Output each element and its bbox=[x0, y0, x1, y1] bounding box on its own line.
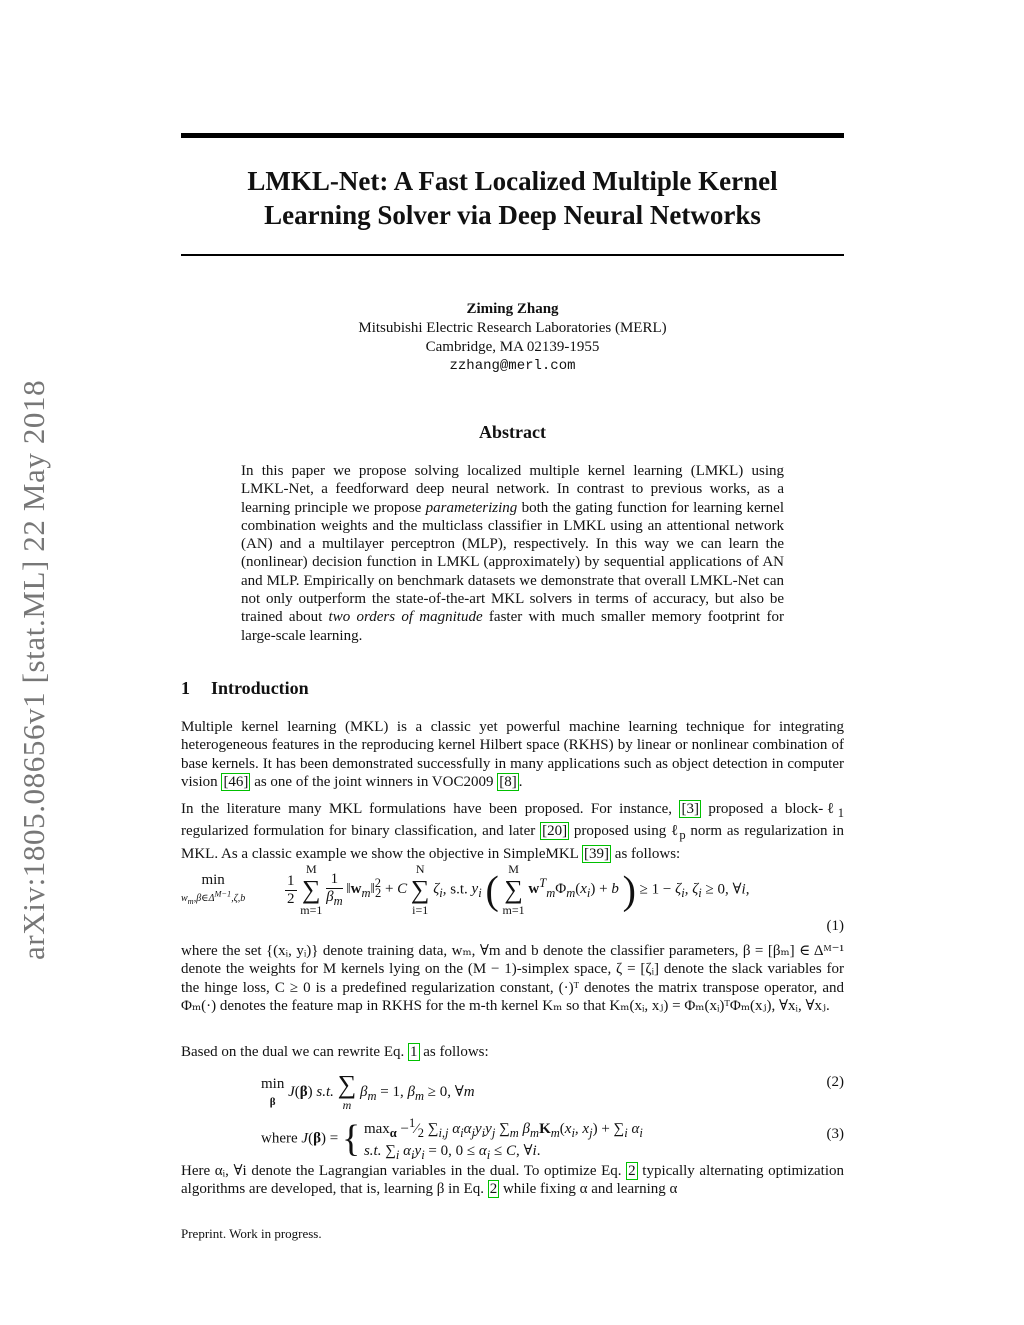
p1-text-b: as one of the joint winners in VOC2009 bbox=[250, 773, 498, 790]
title-bottom-rule bbox=[181, 254, 844, 256]
citation-8[interactable]: [8] bbox=[499, 773, 517, 790]
intro-paragraph-5 bbox=[181, 1162, 844, 1199]
p2-sub-p: p bbox=[679, 828, 686, 843]
p2-sub-1: 1 bbox=[837, 806, 844, 820]
eq2-number: (2) bbox=[826, 1074, 844, 1090]
abstract-text-2: both the gating function for learning kernel combination weights and the multiclass classifier in LMKL using an attentional network (AN) and a multilayer perceptron (MLP), respectively. In this way we can learn the (nonlinear) decision function in LMKL (approximately) by sequential applications of AN and MLP. Empirically on benchmark datasets we demonstrate that overall LMKL-Net can not only outperform the state-of-the-art MKL solvers in terms of accuracy, but also be trained about bbox=[241, 499, 784, 626]
eq1-body: $\frac{1}{2}$ M ∑ m=1 $\frac{1}{\beta_m}$ $‖w_m‖^2_2 + C$ N ∑ i=1 $\zeta_i$, s.t. $y_i$ ( M ∑ m=1 $w^T_m\Phi_m(x_i) + b$ ) ≥ $1 - \zeta_i$, $\zeta_i \ge 0$, ∀i, bbox=[287, 862, 750, 917]
p2-text-f: as follows: bbox=[611, 845, 681, 862]
eq3-number: (3) bbox=[826, 1126, 844, 1142]
eq2-body: min β J(β) s.t. ∑ m $\beta_m = 1$, $\beta_m \ge 0$, ∀m bbox=[261, 1070, 475, 1112]
p1-text-a: Multiple kernel learning (MKL) is a classic yet powerful machine learning technique for integrating heterogeneous features in the reproducing kernel Hilbert space (RKHS) by linear or nonlinear combination of base kernels. It has been demonstrated successfully in many applications such as object detection in computer vision bbox=[181, 719, 844, 790]
abstract-text-3: faster with much smaller memory footprint for large-scale learning. bbox=[241, 609, 784, 644]
p2-text-e: norm as regularization in MKL. As a classic example we show the objective in SimpleMKL bbox=[181, 823, 845, 862]
citation-20[interactable]: [20] bbox=[542, 823, 568, 840]
p4-text-a: Based on the dual we can rewrite Eq. bbox=[181, 1044, 408, 1060]
p5-text-c: while fixing α and learning α bbox=[499, 1181, 678, 1198]
title-line-2: Learning Solver via Deep Neural Networks bbox=[264, 200, 761, 230]
eq1-number: (1) bbox=[826, 918, 844, 934]
paper-title bbox=[181, 164, 844, 232]
arxiv-sidebar-stamp: arXiv:1805.08656v1 [stat.ML] 22 May 2018 bbox=[16, 379, 51, 960]
p5-text-b: typically alternating optimization algorithms are developed, that is, learning β in Eq. bbox=[181, 1163, 845, 1198]
p1-text-c: . bbox=[518, 773, 523, 790]
p2-text-d: proposed using ℓ bbox=[569, 823, 680, 840]
p2-text-b: proposed a block-ℓ bbox=[700, 801, 838, 817]
ref-eq-2-first[interactable]: 2 bbox=[628, 1163, 636, 1179]
intro-paragraph-1 bbox=[181, 718, 844, 791]
equation-1 bbox=[181, 862, 844, 934]
abstract-body bbox=[241, 462, 784, 645]
preprint-footnote: Preprint. Work in progress. bbox=[181, 1226, 322, 1241]
author-email[interactable]: zzhang@merl.com bbox=[449, 358, 576, 374]
intro-paragraph-3: where the set {(xᵢ, yᵢ)} denote training data, wₘ, ∀m and b denote the classifier parameters, β = [βₘ] ∈ Δᴹ⁻¹ denote the weights for M kernels lying on the (M − 1)-simplex space, ζ = [ζᵢ] denote the slack variables for the hinge loss, C ≥ 0 is a predefined regularization constant, (·)ᵀ denotes the matrix transpose operator, and Φₘ(·) denotes the feature map in RKHS for the m-th kernel Kₘ so that Kₘ(xᵢ, xⱼ) = Φₘ(xᵢ)ᵀΦₘ(xⱼ), ∀xᵢ, ∀xⱼ. bbox=[181, 943, 844, 1014]
section-number: 1 bbox=[181, 678, 190, 698]
p2-text-a: In the literature many MKL formulations have been proposed. For instance, bbox=[181, 801, 680, 817]
eq1-min: min $w_m,\beta\in\Delta^{M-1},\zeta,b$ bbox=[181, 872, 246, 906]
title-line-1: LMKL-Net: A Fast Localized Multiple Kernel bbox=[247, 166, 778, 196]
equation-3 bbox=[181, 1114, 844, 1162]
ref-eq-2-second[interactable]: 2 bbox=[489, 1181, 498, 1198]
p4-text-b: as follows: bbox=[419, 1044, 489, 1060]
author-affiliation: Mitsubishi Electric Research Laboratories (MERL) bbox=[358, 320, 667, 336]
abstract-text-1: In this paper we propose solving localized multiple kernel learning (LMKL) using LMKL-Net, a feedforward deep neural network. In contrast to previous works, as a learning principle we propose bbox=[241, 463, 784, 516]
ref-eq-1[interactable]: 1 bbox=[410, 1044, 418, 1060]
section-heading bbox=[181, 678, 309, 699]
title-top-rule bbox=[181, 133, 844, 138]
eq3-body: where J(β) = { $\max_\alpha$ $-^1⁄_2$ $\sum_{i,j}$ $\alpha_i\alpha_jy_iy_j$ $\sum_m$ $\beta_mK_m(x_i$, $x_j) + \sum_i$ $\alpha_i$ s.t. $\sum_i$ $\alpha_iy_i = 0$, $0 \le \alpha_i \le C$, ∀i. bbox=[261, 1116, 643, 1162]
abstract-emphasis-1: parameterizing bbox=[425, 499, 518, 516]
p2-text-c: regularized formulation for binary classification, and later bbox=[181, 823, 541, 840]
citation-46[interactable]: [46] bbox=[223, 773, 249, 790]
intro-paragraph-4 bbox=[181, 1043, 844, 1061]
author-block bbox=[181, 300, 844, 376]
p5-text-a: Here αᵢ, ∀i denote the Lagrangian variables in the dual. To optimize Eq. bbox=[181, 1163, 627, 1179]
equation-2 bbox=[181, 1068, 844, 1112]
citation-3[interactable]: [3] bbox=[681, 801, 699, 817]
intro-paragraph-2 bbox=[181, 800, 844, 863]
author-address: Cambridge, MA 02139-1955 bbox=[425, 339, 600, 355]
citation-39[interactable]: [39] bbox=[584, 845, 610, 862]
author-name: Ziming Zhang bbox=[466, 301, 559, 317]
section-title: Introduction bbox=[211, 678, 309, 698]
abstract-heading: Abstract bbox=[479, 422, 546, 442]
abstract-emphasis-2: two orders of magnitude bbox=[328, 609, 483, 626]
